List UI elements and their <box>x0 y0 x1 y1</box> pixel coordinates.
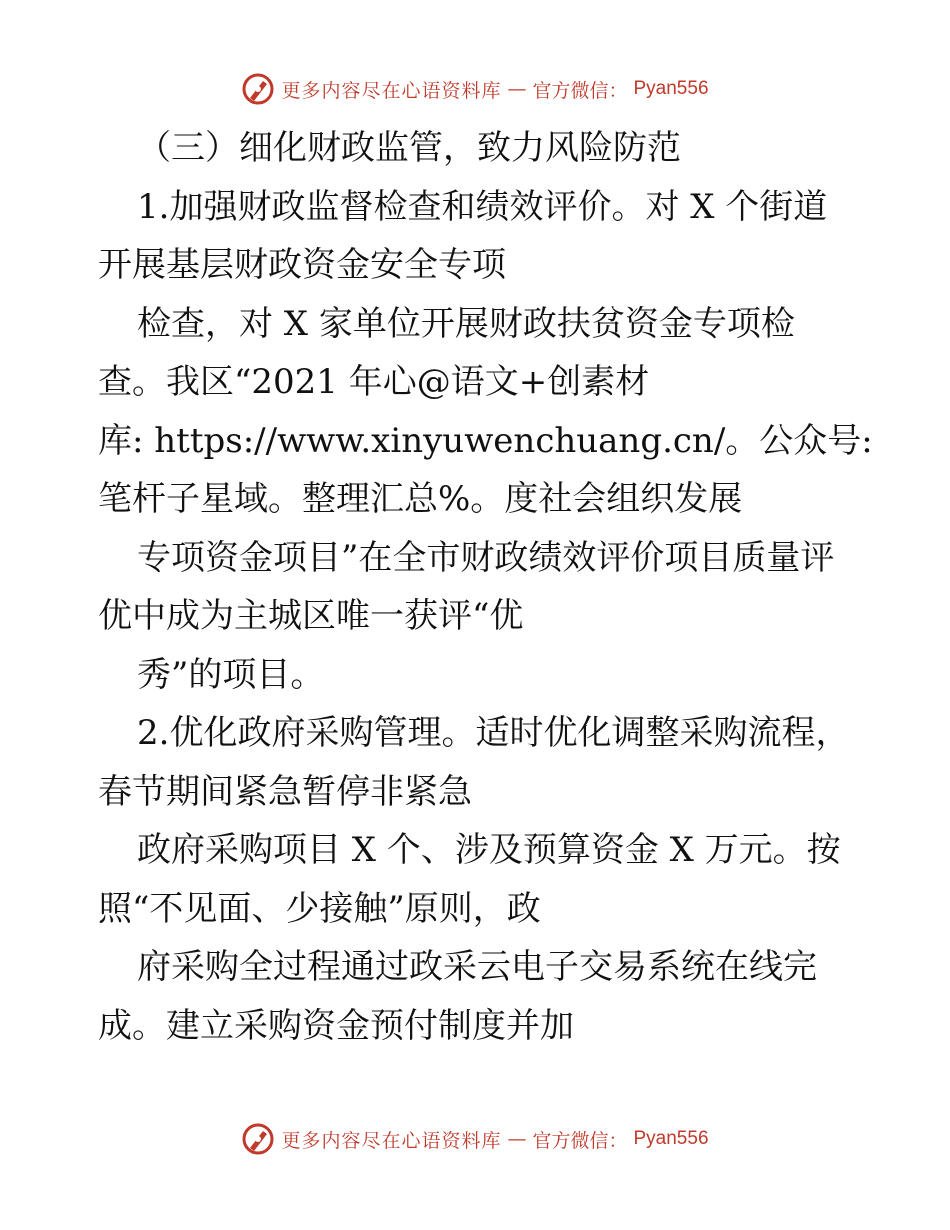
watermark-wechat-id: Pyan556 <box>633 1128 709 1149</box>
paragraph-line: 检查，对 X 家单位开展财政扶贫资金专项检 <box>137 304 795 344</box>
paragraph-line: 照“不见面、少接触”原则，政 <box>98 889 541 929</box>
watermark-text: 更多内容尽在心语资料库 <box>281 1129 502 1152</box>
section-heading: （三）细化财政监管，致力风险防范 <box>137 128 681 168</box>
paragraph-line: 库: https://www.xinyuwenchuang.cn/。公众号: <box>98 421 873 461</box>
paragraph-line: 笔杆子星域。整理汇总%。度社会组织发展 <box>98 479 743 519</box>
paragraph-line: 秀”的项目。 <box>137 655 325 695</box>
paragraph-line: 专项资金项目”在全市财政绩效评价项目质量评 <box>137 538 835 578</box>
paragraph-line: 查。我区“2021 年心@语文+创素材 <box>98 362 650 402</box>
paragraph-line: 开展基层财政资金安全专项 <box>98 245 506 285</box>
watermark-separator: — <box>507 1128 527 1150</box>
watermark-wechat-id: Pyan556 <box>633 78 709 99</box>
header-watermark <box>0 72 950 106</box>
paragraph-line: 2.优化政府采购管理。适时优化调整采购流程， <box>137 713 850 753</box>
watermark-text: 更多内容尽在心语资料库 <box>281 79 502 102</box>
paragraph-line: 政府采购项目 X 个、涉及预算资金 X 万元。按 <box>137 830 841 870</box>
pen-circle-logo-icon <box>241 72 275 106</box>
footer-watermark <box>0 1122 950 1156</box>
paragraph-line: 府采购全过程通过政采云电子交易系统在线完 <box>137 947 817 987</box>
paragraph-line: 春节期间紧急暂停非紧急 <box>98 772 472 812</box>
watermark-wechat-label: 官方微信： <box>532 1129 628 1152</box>
paragraph-line: 优中成为主城区唯一获评“优 <box>98 596 524 636</box>
watermark-wechat-label: 官方微信： <box>532 79 628 102</box>
pen-circle-logo-icon <box>241 1122 275 1156</box>
paragraph-line: 成。建立采购资金预付制度并加 <box>98 1006 574 1046</box>
watermark-separator: — <box>507 78 527 100</box>
paragraph-line: 1.加强财政监督检查和绩效评价。对 X 个街道 <box>137 187 828 227</box>
